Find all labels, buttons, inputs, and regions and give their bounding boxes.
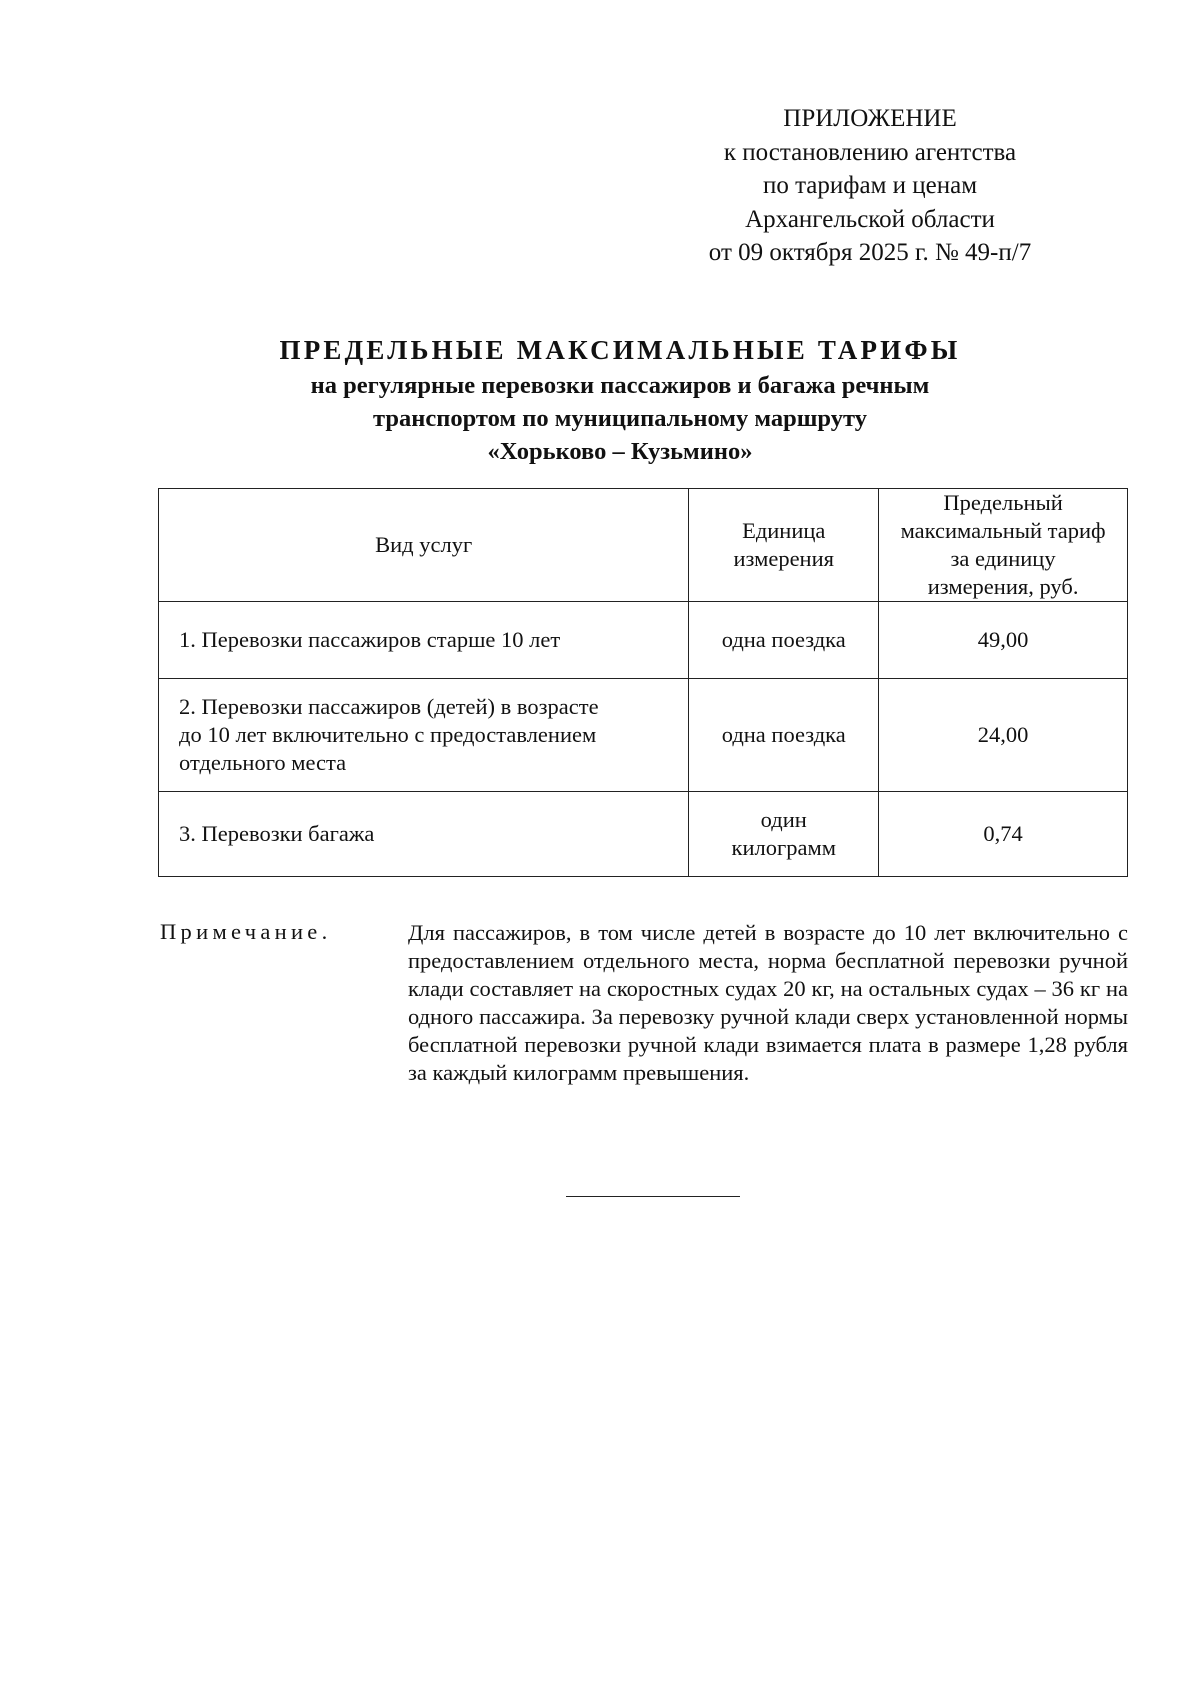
cell-service <box>159 679 689 792</box>
table-row <box>159 792 1128 877</box>
header-text: за единицу <box>950 546 1056 571</box>
tariff-table <box>158 488 1128 877</box>
header-unit <box>689 489 879 602</box>
cell-text: до 10 лет включительно с предоставлением <box>179 722 597 747</box>
cell-unit <box>689 792 879 877</box>
cell-tariff <box>879 792 1128 877</box>
cell-text: 2. Перевозки пассажиров (детей) в возрасте <box>179 694 599 719</box>
note-label: Примечание. <box>160 919 332 944</box>
cell-text: 49,00 <box>977 627 1029 652</box>
cell-text: 24,00 <box>977 722 1029 747</box>
appendix-line: Архангельской области <box>745 205 995 233</box>
table-row <box>159 602 1128 679</box>
cell-service <box>159 792 689 877</box>
header-text: измерения <box>733 546 834 571</box>
cell-text: 1. Перевозки пассажиров старше 10 лет <box>179 627 561 652</box>
header-text: Вид услуг <box>375 532 473 557</box>
cell-text: отдельного места <box>179 750 347 775</box>
note-text: Для пассажиров, в том числе детей в возрасте до 10 лет включительно с предоставлением отдельного места, норма бесплатной перевозки ручной клади составляет на скоростных судах 20 кг, на остальных судах – 36 кг на одного пассажира. За перевозку ручной клади сверх установленной нормы бесплатной перевозки ручной клади взимается плата в размере 1,28 рубля за каждый килограмм превышения. <box>408 920 1128 1085</box>
appendix-heading: ПРИЛОЖЕНИЕ <box>783 105 957 132</box>
title-main: ПРЕДЕЛЬНЫЕ МАКСИМАЛЬНЫЕ ТАРИФЫ <box>279 335 961 365</box>
header-text: Единица <box>742 518 826 543</box>
header-text: Предельный <box>943 490 1063 515</box>
cell-text: один <box>760 807 807 832</box>
title-subtitle-line: транспортом по муниципальному маршруту <box>373 405 867 432</box>
header-text: максимальный тариф <box>900 518 1106 543</box>
cell-tariff <box>879 679 1128 792</box>
cell-service <box>159 602 689 679</box>
cell-text: одна поездка <box>721 627 846 652</box>
title-subtitle-line: на регулярные перевозки пассажиров и багажа речным <box>310 372 930 399</box>
cell-text: 3. Перевозки багажа <box>179 821 375 846</box>
cell-text: 0,74 <box>983 821 1023 846</box>
cell-text: одна поездка <box>721 722 846 747</box>
cell-unit <box>689 602 879 679</box>
header-tariff <box>879 489 1128 602</box>
table-row <box>159 679 1128 792</box>
header-service-type <box>159 489 689 602</box>
appendix-header <box>660 102 1080 270</box>
appendix-date-number: от 09 октября 2025 г. № 49-п/7 <box>708 239 1032 266</box>
appendix-line: к постановлению агентства <box>723 138 1017 166</box>
title-route-name: «Хорьково – Кузьмино» <box>487 438 753 465</box>
end-divider <box>566 1196 740 1197</box>
cell-text: килограмм <box>731 835 836 860</box>
document-title <box>160 331 1080 468</box>
table-header-row <box>159 489 1128 602</box>
cell-unit <box>689 679 879 792</box>
appendix-line: по тарифам и ценам <box>762 172 978 199</box>
header-text: измерения, руб. <box>927 574 1079 599</box>
cell-tariff <box>879 602 1128 679</box>
